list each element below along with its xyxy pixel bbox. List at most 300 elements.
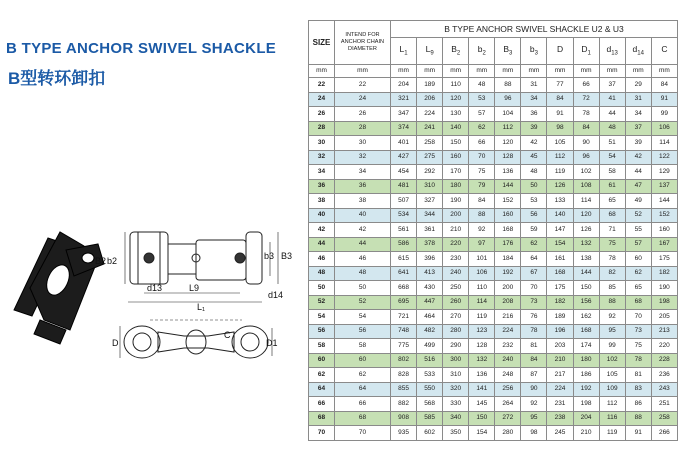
size-cell: 28 — [309, 121, 335, 136]
value-cell: 204 — [391, 78, 417, 93]
value-cell: 110 — [469, 281, 495, 296]
value-cell: 84 — [547, 92, 573, 107]
value-cell: 126 — [547, 179, 573, 194]
value-cell: 101 — [469, 252, 495, 267]
label-C: C — [224, 330, 231, 340]
size-cell: 34 — [309, 165, 335, 180]
size-header: SIZE — [309, 21, 335, 65]
value-cell: 129 — [651, 165, 677, 180]
value-cell: 52 — [335, 295, 391, 310]
value-cell: 561 — [391, 223, 417, 238]
value-cell: 310 — [443, 368, 469, 383]
table-row — [309, 252, 678, 267]
value-cell: 615 — [391, 252, 417, 267]
value-cell: 190 — [651, 281, 677, 296]
value-cell: 175 — [651, 252, 677, 267]
value-cell: 44 — [599, 107, 625, 122]
value-cell: 220 — [443, 237, 469, 252]
value-cell: 55 — [625, 223, 651, 238]
value-cell: 137 — [651, 179, 677, 194]
side-view — [120, 320, 272, 358]
value-cell: 154 — [469, 426, 495, 441]
value-cell: 42 — [521, 136, 547, 151]
value-cell: 70 — [335, 426, 391, 441]
value-cell: 54 — [335, 310, 391, 325]
value-cell: 56 — [521, 208, 547, 223]
value-cell: 168 — [573, 324, 599, 339]
value-cell: 481 — [391, 179, 417, 194]
intend-header: INTEND FOR ANCHOR CHAIN DIAMETER — [335, 21, 391, 65]
value-cell: 48 — [335, 266, 391, 281]
value-cell: 258 — [651, 411, 677, 426]
value-cell: 53 — [521, 194, 547, 209]
value-cell: 230 — [443, 252, 469, 267]
value-cell: 160 — [651, 223, 677, 238]
value-cell: 882 — [391, 397, 417, 412]
value-cell: 140 — [547, 208, 573, 223]
shackle-photo — [14, 232, 107, 344]
value-cell: 908 — [391, 411, 417, 426]
value-cell: 240 — [443, 266, 469, 281]
unit-cell: mm — [335, 65, 391, 78]
table-row — [309, 179, 678, 194]
table-row — [309, 339, 678, 354]
size-cell: 44 — [309, 237, 335, 252]
value-cell: 602 — [417, 426, 443, 441]
value-cell: 44 — [335, 237, 391, 252]
value-cell: 72 — [573, 92, 599, 107]
value-cell: 50 — [521, 179, 547, 194]
value-cell: 167 — [651, 237, 677, 252]
value-cell: 34 — [521, 92, 547, 107]
size-cell: 60 — [309, 353, 335, 368]
value-cell: 145 — [469, 397, 495, 412]
size-cell: 22 — [309, 78, 335, 93]
value-cell: 66 — [469, 136, 495, 151]
value-cell: 96 — [495, 92, 521, 107]
value-cell: 133 — [547, 194, 573, 209]
value-cell: 550 — [417, 382, 443, 397]
size-cell: 36 — [309, 179, 335, 194]
value-cell: 73 — [625, 324, 651, 339]
value-cell: 292 — [417, 165, 443, 180]
value-cell: 77 — [547, 78, 573, 93]
value-cell: 98 — [547, 121, 573, 136]
size-cell: 62 — [309, 368, 335, 383]
value-cell: 99 — [599, 339, 625, 354]
value-cell: 150 — [573, 281, 599, 296]
value-cell: 84 — [521, 353, 547, 368]
value-cell: 361 — [417, 223, 443, 238]
value-cell: 32 — [335, 150, 391, 165]
value-cell: 586 — [391, 237, 417, 252]
value-cell: 175 — [547, 281, 573, 296]
value-cell: 748 — [391, 324, 417, 339]
value-cell: 184 — [495, 252, 521, 267]
label-b2: b2 — [107, 256, 118, 266]
value-cell: 507 — [391, 194, 417, 209]
value-cell: 60 — [625, 252, 651, 267]
label-B3: B3 — [281, 251, 293, 261]
size-cell: 38 — [309, 194, 335, 209]
value-cell: 75 — [469, 165, 495, 180]
value-cell: 248 — [495, 368, 521, 383]
size-cell: 64 — [309, 382, 335, 397]
value-cell: 228 — [651, 353, 677, 368]
column-header: $b_2$ — [469, 38, 495, 65]
value-cell: 327 — [417, 194, 443, 209]
value-cell: 482 — [417, 324, 443, 339]
label-B2: B2 — [95, 256, 107, 266]
value-cell: 119 — [547, 165, 573, 180]
value-cell: 37 — [599, 78, 625, 93]
value-cell: 217 — [547, 368, 573, 383]
value-cell: 91 — [547, 107, 573, 122]
value-cell: 275 — [417, 150, 443, 165]
value-cell: 67 — [521, 266, 547, 281]
value-cell: 105 — [547, 136, 573, 151]
value-cell: 44 — [625, 165, 651, 180]
size-cell: 30 — [309, 136, 335, 151]
value-cell: 102 — [599, 353, 625, 368]
unit-cell: mm — [391, 65, 417, 78]
label-d14: d14 — [268, 290, 284, 300]
table-row — [309, 397, 678, 412]
unit-cell: mm — [417, 65, 443, 78]
value-cell: 22 — [335, 78, 391, 93]
value-cell: 29 — [625, 78, 651, 93]
value-cell: 71 — [599, 223, 625, 238]
value-cell: 321 — [391, 92, 417, 107]
value-cell: 91 — [625, 426, 651, 441]
value-cell: 45 — [521, 150, 547, 165]
label-D: D — [112, 338, 119, 348]
value-cell: 123 — [469, 324, 495, 339]
value-cell: 695 — [391, 295, 417, 310]
value-cell: 108 — [573, 179, 599, 194]
value-cell: 81 — [625, 368, 651, 383]
value-cell: 154 — [547, 237, 573, 252]
value-cell: 120 — [573, 208, 599, 223]
value-cell: 374 — [391, 121, 417, 136]
value-cell: 300 — [443, 353, 469, 368]
value-cell: 182 — [547, 295, 573, 310]
value-cell: 47 — [625, 179, 651, 194]
value-cell: 150 — [469, 411, 495, 426]
value-cell: 232 — [495, 339, 521, 354]
value-cell: 48 — [521, 165, 547, 180]
value-cell: 50 — [335, 281, 391, 296]
value-cell: 60 — [335, 353, 391, 368]
value-cell: 88 — [495, 78, 521, 93]
table-row — [309, 150, 678, 165]
value-cell: 112 — [599, 397, 625, 412]
value-cell: 75 — [625, 339, 651, 354]
value-cell: 53 — [469, 92, 495, 107]
value-cell: 243 — [651, 382, 677, 397]
table-row — [309, 368, 678, 383]
value-cell: 92 — [521, 397, 547, 412]
value-cell: 138 — [573, 252, 599, 267]
unit-cell: mm — [547, 65, 573, 78]
value-cell: 61 — [599, 179, 625, 194]
value-cell: 224 — [495, 324, 521, 339]
value-cell: 106 — [651, 121, 677, 136]
value-cell: 91 — [651, 92, 677, 107]
value-cell: 54 — [599, 150, 625, 165]
value-cell: 585 — [417, 411, 443, 426]
value-cell: 224 — [417, 107, 443, 122]
column-header: $d_{13}$ — [599, 38, 625, 65]
value-cell: 64 — [521, 252, 547, 267]
value-cell: 75 — [599, 237, 625, 252]
value-cell: 206 — [417, 92, 443, 107]
column-header: C — [651, 38, 677, 65]
value-cell: 224 — [547, 382, 573, 397]
value-cell: 120 — [443, 92, 469, 107]
value-cell: 454 — [391, 165, 417, 180]
size-cell: 32 — [309, 150, 335, 165]
value-cell: 81 — [521, 339, 547, 354]
value-cell: 37 — [625, 121, 651, 136]
value-cell: 39 — [625, 136, 651, 151]
value-cell: 95 — [521, 411, 547, 426]
value-cell: 205 — [651, 310, 677, 325]
value-cell: 210 — [443, 223, 469, 238]
value-cell: 98 — [521, 426, 547, 441]
value-cell: 85 — [599, 281, 625, 296]
value-cell: 68 — [335, 411, 391, 426]
value-cell: 105 — [599, 368, 625, 383]
value-cell: 203 — [547, 339, 573, 354]
value-cell: 62 — [469, 121, 495, 136]
value-cell: 51 — [599, 136, 625, 151]
value-cell: 78 — [625, 353, 651, 368]
value-cell: 46 — [335, 252, 391, 267]
value-cell: 56 — [335, 324, 391, 339]
value-cell: 161 — [547, 252, 573, 267]
value-cell: 62 — [625, 266, 651, 281]
value-cell: 641 — [391, 266, 417, 281]
value-cell: 112 — [547, 150, 573, 165]
table-row — [309, 411, 678, 426]
value-cell: 96 — [573, 150, 599, 165]
value-cell: 204 — [573, 411, 599, 426]
unit-cell: mm — [573, 65, 599, 78]
size-cell: 42 — [309, 223, 335, 238]
value-cell: 140 — [443, 121, 469, 136]
value-cell: 106 — [469, 266, 495, 281]
value-cell: 162 — [573, 310, 599, 325]
value-cell: 68 — [599, 208, 625, 223]
table-row — [309, 121, 678, 136]
value-cell: 49 — [625, 194, 651, 209]
value-cell: 330 — [443, 397, 469, 412]
value-cell: 70 — [625, 310, 651, 325]
size-cell: 58 — [309, 339, 335, 354]
value-cell: 62 — [521, 237, 547, 252]
table-row — [309, 353, 678, 368]
value-cell: 122 — [651, 150, 677, 165]
value-cell: 62 — [335, 368, 391, 383]
value-cell: 59 — [521, 223, 547, 238]
column-header: $L_1$ — [391, 38, 417, 65]
size-cell: 50 — [309, 281, 335, 296]
value-cell: 84 — [469, 194, 495, 209]
value-cell: 110 — [443, 78, 469, 93]
value-cell: 427 — [391, 150, 417, 165]
value-cell: 57 — [469, 107, 495, 122]
column-header: $D_1$ — [573, 38, 599, 65]
value-cell: 114 — [651, 136, 677, 151]
value-cell: 256 — [495, 382, 521, 397]
value-cell: 141 — [469, 382, 495, 397]
value-cell: 150 — [443, 136, 469, 151]
value-cell: 52 — [625, 208, 651, 223]
column-header: D — [547, 38, 573, 65]
value-cell: 340 — [443, 411, 469, 426]
value-cell: 99 — [651, 107, 677, 122]
value-cell: 38 — [335, 194, 391, 209]
value-cell: 112 — [495, 121, 521, 136]
value-cell: 430 — [417, 281, 443, 296]
value-cell: 220 — [651, 339, 677, 354]
size-cell: 26 — [309, 107, 335, 122]
value-cell: 116 — [599, 411, 625, 426]
value-cell: 68 — [625, 295, 651, 310]
table-body — [309, 65, 678, 441]
value-cell: 30 — [335, 136, 391, 151]
table-row — [309, 107, 678, 122]
value-cell: 66 — [335, 397, 391, 412]
value-cell: 36 — [335, 179, 391, 194]
value-cell: 120 — [495, 136, 521, 151]
value-cell: 65 — [625, 281, 651, 296]
unit-cell: mm — [495, 65, 521, 78]
value-cell: 213 — [651, 324, 677, 339]
value-cell: 132 — [573, 237, 599, 252]
value-cell: 272 — [495, 411, 521, 426]
value-cell: 130 — [443, 107, 469, 122]
value-cell: 186 — [573, 368, 599, 383]
value-cell: 192 — [573, 382, 599, 397]
value-cell: 144 — [651, 194, 677, 209]
value-cell: 231 — [547, 397, 573, 412]
table-row — [309, 208, 678, 223]
value-cell: 447 — [417, 295, 443, 310]
title-chinese: B型转环卸扣 — [8, 69, 106, 88]
value-cell: 168 — [547, 266, 573, 281]
value-cell: 189 — [417, 78, 443, 93]
table-header-row — [309, 21, 678, 38]
unit-cell: mm — [309, 65, 335, 78]
value-cell: 82 — [599, 266, 625, 281]
value-cell: 198 — [651, 295, 677, 310]
value-cell: 192 — [495, 266, 521, 281]
value-cell: 76 — [521, 310, 547, 325]
value-cell: 87 — [521, 368, 547, 383]
value-cell: 401 — [391, 136, 417, 151]
value-cell: 114 — [469, 295, 495, 310]
value-cell: 114 — [573, 194, 599, 209]
size-cell: 48 — [309, 266, 335, 281]
table-row — [309, 295, 678, 310]
value-cell: 92 — [599, 310, 625, 325]
value-cell: 28 — [335, 121, 391, 136]
value-cell: 126 — [573, 223, 599, 238]
value-cell: 241 — [417, 121, 443, 136]
value-cell: 42 — [335, 223, 391, 238]
value-cell: 147 — [547, 223, 573, 238]
table-row — [309, 237, 678, 252]
value-cell: 90 — [573, 136, 599, 151]
value-cell: 132 — [469, 353, 495, 368]
value-cell: 290 — [443, 339, 469, 354]
value-cell: 190 — [443, 194, 469, 209]
value-cell: 802 — [391, 353, 417, 368]
unit-cell: mm — [625, 65, 651, 78]
table-row — [309, 194, 678, 209]
value-cell: 238 — [547, 411, 573, 426]
value-cell: 73 — [521, 295, 547, 310]
value-cell: 320 — [443, 382, 469, 397]
table-row — [309, 92, 678, 107]
spec-table — [308, 20, 678, 441]
value-cell: 396 — [417, 252, 443, 267]
value-cell: 95 — [599, 324, 625, 339]
size-cell: 56 — [309, 324, 335, 339]
value-cell: 168 — [495, 223, 521, 238]
value-cell: 499 — [417, 339, 443, 354]
value-cell: 119 — [599, 426, 625, 441]
value-cell: 128 — [469, 339, 495, 354]
size-cell: 24 — [309, 92, 335, 107]
left-panel — [0, 0, 300, 454]
value-cell: 935 — [391, 426, 417, 441]
value-cell: 828 — [391, 368, 417, 383]
value-cell: 464 — [417, 310, 443, 325]
column-header: $L_9$ — [417, 38, 443, 65]
value-cell: 668 — [391, 281, 417, 296]
value-cell: 240 — [495, 353, 521, 368]
label-L1: L₁ — [197, 302, 206, 312]
value-cell: 109 — [599, 382, 625, 397]
value-cell: 78 — [521, 324, 547, 339]
value-cell: 58 — [599, 165, 625, 180]
value-cell: 70 — [469, 150, 495, 165]
value-cell: 84 — [573, 121, 599, 136]
value-cell: 260 — [443, 295, 469, 310]
value-cell: 40 — [335, 208, 391, 223]
unit-cell: mm — [443, 65, 469, 78]
value-cell: 855 — [391, 382, 417, 397]
value-cell: 79 — [469, 179, 495, 194]
size-cell: 40 — [309, 208, 335, 223]
value-cell: 533 — [417, 368, 443, 383]
value-cell: 236 — [651, 368, 677, 383]
value-cell: 66 — [573, 78, 599, 93]
unit-row — [309, 65, 678, 78]
table-row — [309, 78, 678, 93]
value-cell: 136 — [469, 368, 495, 383]
table-row — [309, 324, 678, 339]
value-cell: 189 — [547, 310, 573, 325]
value-cell: 534 — [391, 208, 417, 223]
value-cell: 83 — [625, 382, 651, 397]
value-cell: 280 — [443, 324, 469, 339]
main-header: B TYPE ANCHOR SWIVEL SHACKLE U2 & U3 — [391, 21, 678, 38]
value-cell: 42 — [625, 150, 651, 165]
